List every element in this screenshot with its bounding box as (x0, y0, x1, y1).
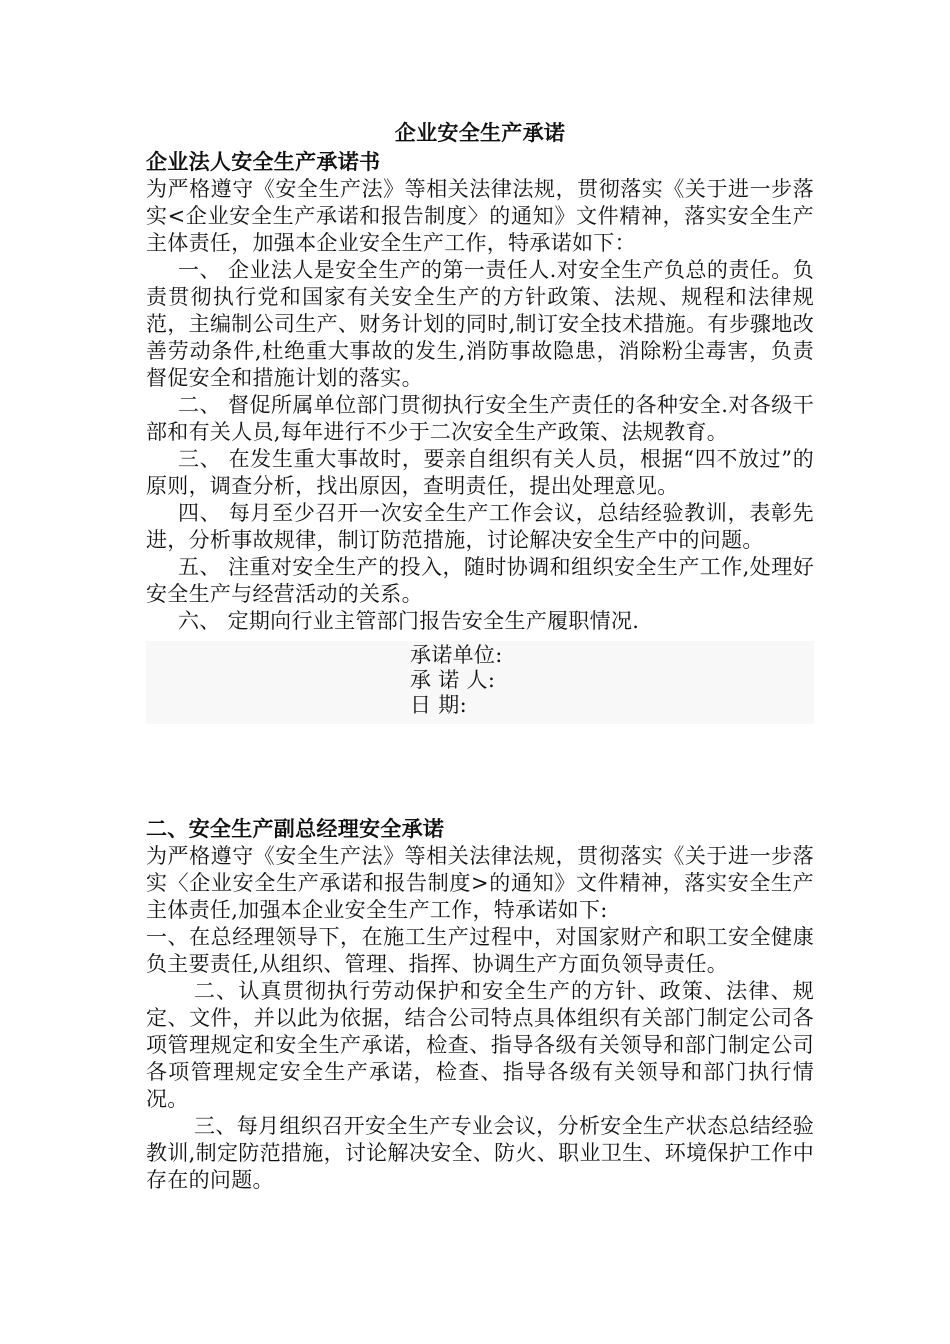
section2-item-2: 二、认真贯彻执行劳动保护和安全生产的方针、政策、法律、规定、文件，并以此为依据，结合公司特点具体组织有关部门制定公司各项管理规定和安全生产承诺，检查、指导各级有关领导和部门制定公司各项管理规定安全生产承诺，检查、指导各级有关领导和部门执行情况。 (146, 979, 814, 1111)
section1-item-4: 四、 每月至少召开一次安全生产工作会议，总结经验教训，表彰先进，分析事故规律，制订防范措施，讨论解决安全生产中的问题。 (146, 501, 814, 552)
section2-item-3: 三、每月组织召开安全生产专业会议，分析安全生产状态总结经验教训,制定防范措施，讨论解决安全、防火、职业卫生、环境保护工作中存在的问题。 (146, 1114, 814, 1192)
section-gap (146, 724, 814, 816)
section1-intro: 为严格遵守《安全生产法》等相关法律法规，贯彻落实《关于进一步落实<企业安全生产承诺和报告制度〉的通知》文件精神，落实安全生产主体责任，加强本企业安全生产工作，特承诺如下： (146, 177, 814, 255)
section1-item-3: 三、 在发生重大事故时，要亲自组织有关人员，根据“四不放过”的原则，调查分析，找出原因，查明责任，提出处理意见。 (146, 447, 814, 498)
document-title: 企业安全生产承诺 (394, 121, 566, 145)
section1-item-5: 五、 注重对安全生产的投入，随时协调和组织安全生产工作,处理好安全生产与经营活动的关系。 (146, 555, 814, 606)
section2-item-1: 一、在总经理领导下，在施工生产过程中，对国家财产和职工安全健康负主要责任,从组织、管理、指挥、协调生产方面负领导责任。 (146, 925, 814, 976)
section1-item-2: 二、 督促所属单位部门贯彻执行安全生产责任的各种安全.对各级干部和有关人员,每年进行不少于二次安全生产政策、法规教育。 (146, 393, 814, 444)
sign-unit-label: 承诺单位: (410, 643, 503, 667)
section1-item-6: 六、 定期向行业主管部门报告安全生产履职情况. (178, 609, 640, 633)
section1-heading: 企业法人安全生产承诺书 (146, 150, 381, 174)
signature-block (146, 641, 814, 724)
section2-heading: 二、安全生产副总经理安全承诺 (146, 817, 445, 841)
sign-date-label: 日 期: (410, 693, 467, 717)
sign-person-label: 承 诺 人: (410, 668, 496, 692)
document-body (146, 120, 814, 1194)
section1-item-1: 一、 企业法人是安全生产的第一责任人.对安全生产负总的责任。负责贯彻执行党和国家有关安全生产的方针政策、法规、规程和法律规范，主编制公司生产、财务计划的同时,制订安全技术措施。有步骤地改善劳动条件,杜绝重大事故的发生,消防事故隐患，消除粉尘毒害，负责督促安全和措施计划的落实。 (146, 258, 814, 390)
section2-intro: 为严格遵守《安全生产法》等相关法律法规，贯彻落实《关于进一步落实〈企业安全生产承诺和报告制度>的通知》文件精神，落实安全生产主体责任,加强本企业安全生产工作，特承诺如下: (146, 844, 814, 922)
